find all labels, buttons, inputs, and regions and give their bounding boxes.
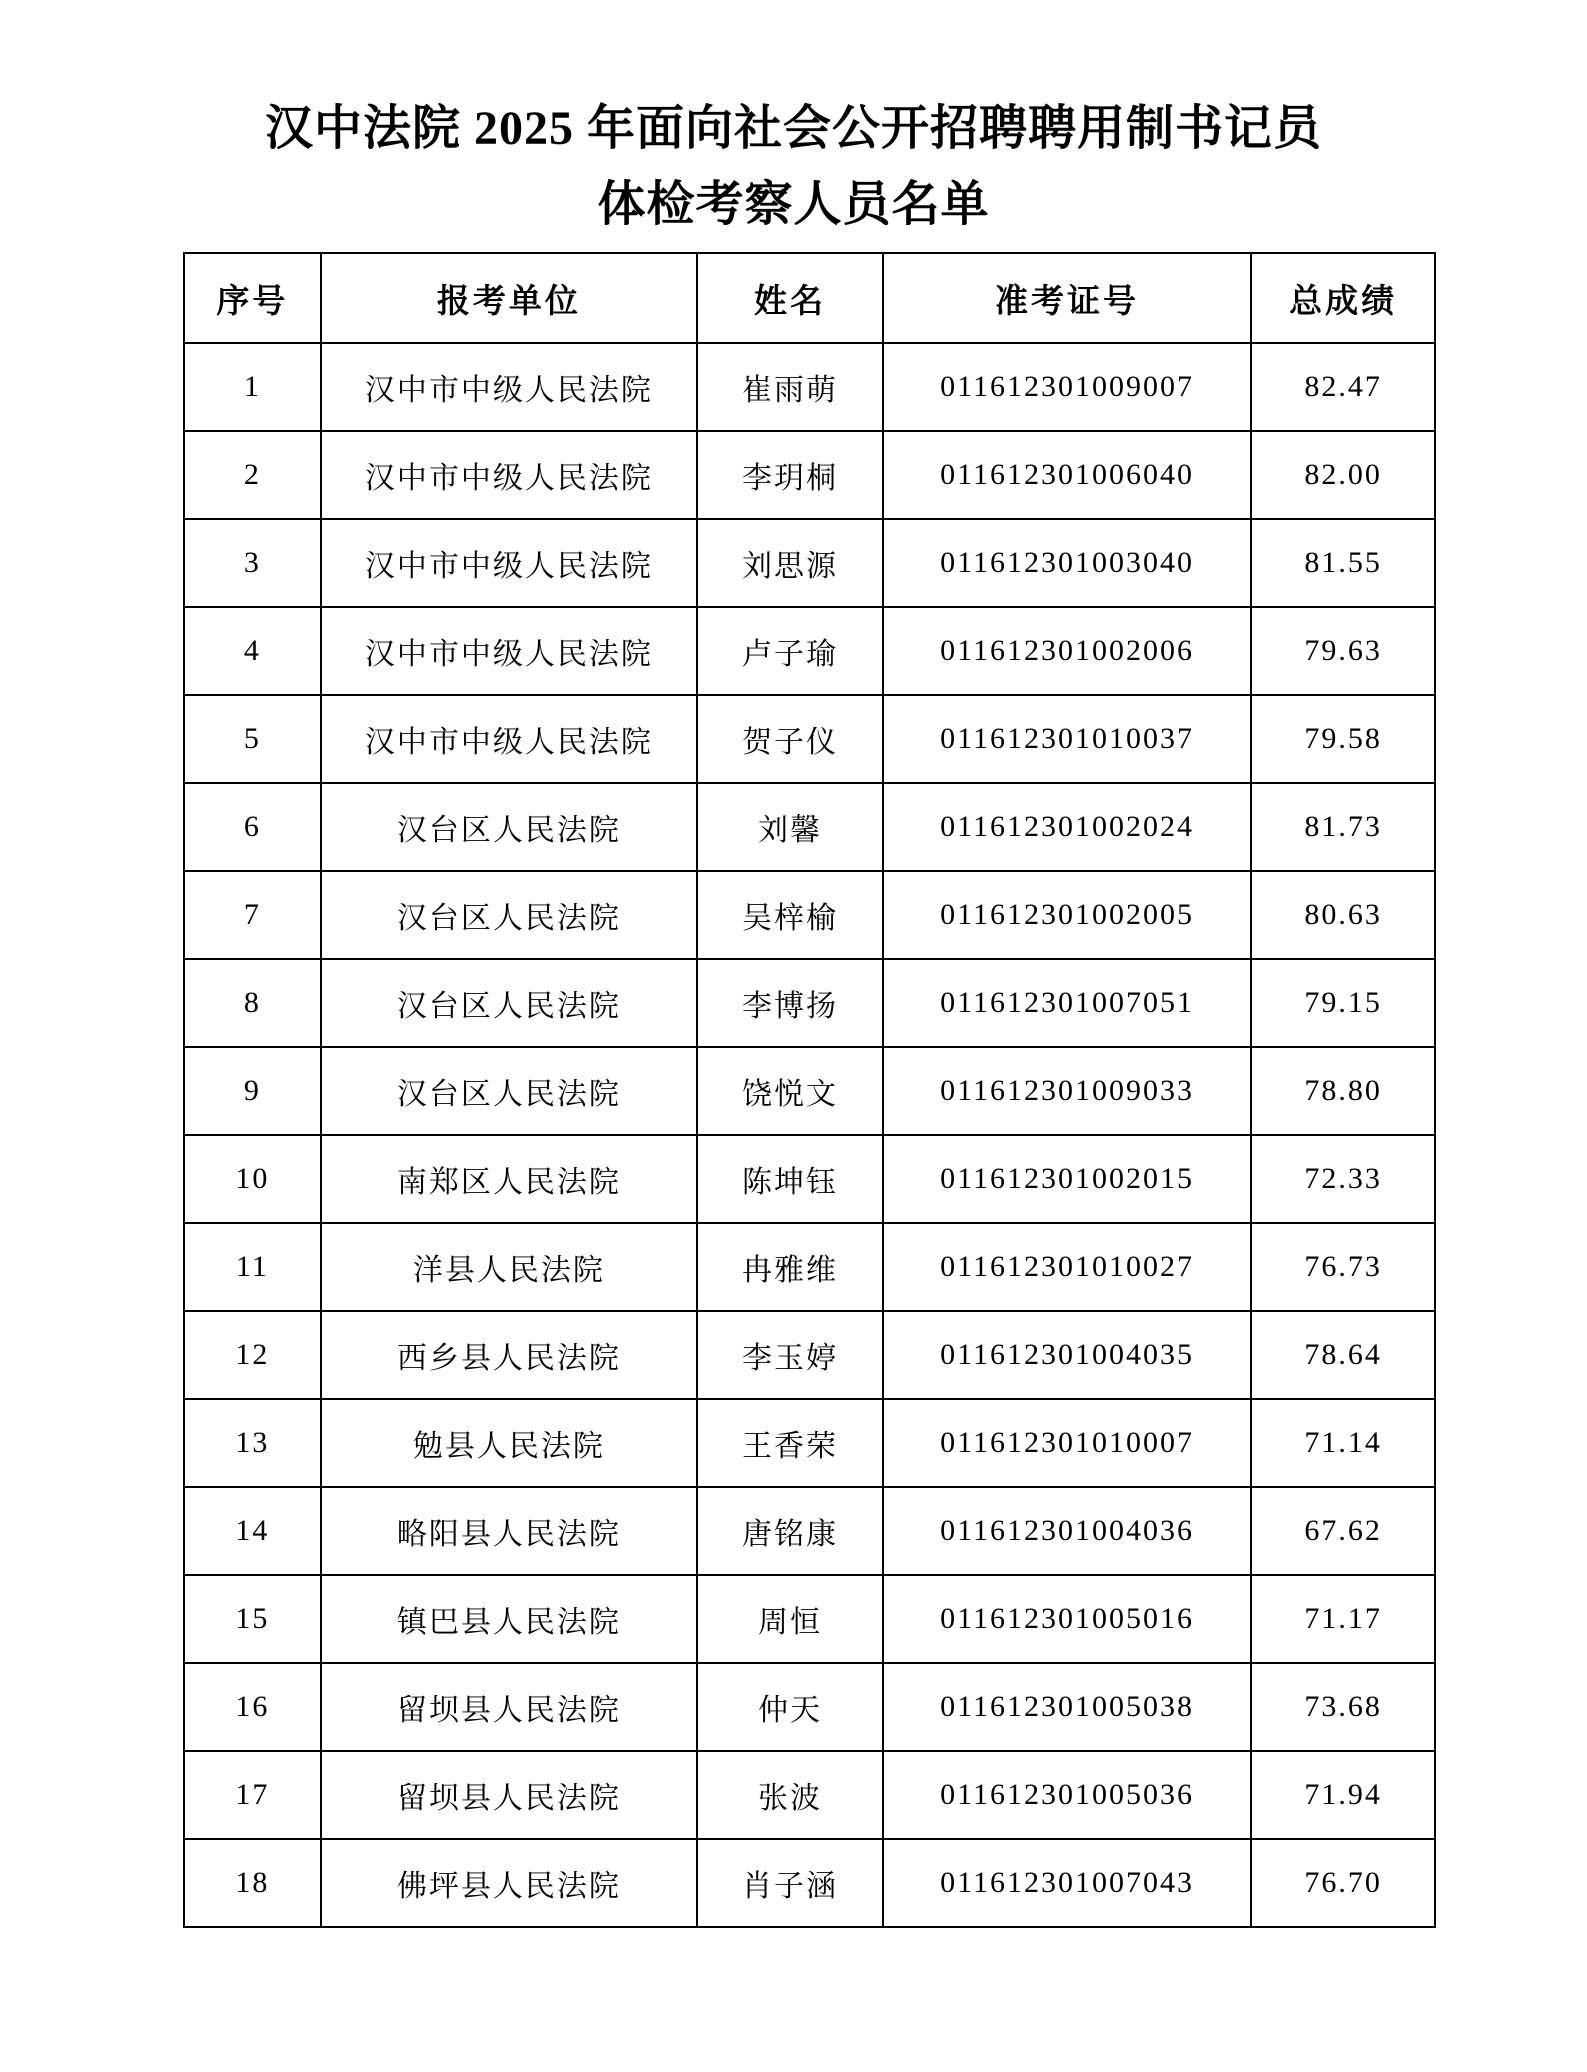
cell-name: 卢子瑜 — [697, 607, 883, 695]
cell-score: 72.33 — [1251, 1135, 1435, 1223]
cell-name: 贺子仪 — [697, 695, 883, 783]
table-row — [184, 1839, 1435, 1927]
cell-index: 16 — [184, 1663, 321, 1751]
cell-index: 3 — [184, 519, 321, 607]
cell-name: 张波 — [697, 1751, 883, 1839]
cell-unit: 留坝县人民法院 — [321, 1751, 697, 1839]
cell-ticket-number: 011612301002006 — [883, 607, 1252, 695]
cell-ticket-number: 011612301006040 — [883, 431, 1252, 519]
cell-name: 仲天 — [697, 1663, 883, 1751]
cell-name: 李玥桐 — [697, 431, 883, 519]
cell-score: 82.47 — [1251, 343, 1435, 431]
cell-index: 17 — [184, 1751, 321, 1839]
cell-ticket-number: 011612301005036 — [883, 1751, 1252, 1839]
cell-index: 10 — [184, 1135, 321, 1223]
cell-name: 唐铭康 — [697, 1487, 883, 1575]
candidate-roster-table — [183, 252, 1436, 1928]
cell-name: 陈坤钰 — [697, 1135, 883, 1223]
cell-unit: 汉中市中级人民法院 — [321, 519, 697, 607]
table-row — [184, 1751, 1435, 1839]
cell-score: 82.00 — [1251, 431, 1435, 519]
cell-index: 6 — [184, 783, 321, 871]
cell-score: 71.17 — [1251, 1575, 1435, 1663]
document-title-line1: 汉中法院 2025 年面向社会公开招聘聘用制书记员 — [264, 102, 1322, 155]
cell-unit: 佛坪县人民法院 — [321, 1839, 697, 1927]
cell-unit: 洋县人民法院 — [321, 1223, 697, 1311]
cell-score: 81.73 — [1251, 783, 1435, 871]
cell-ticket-number: 011612301005016 — [883, 1575, 1252, 1663]
table-row — [184, 343, 1435, 431]
cell-score: 79.58 — [1251, 695, 1435, 783]
cell-ticket-number: 011612301010037 — [883, 695, 1252, 783]
header-cell-unit: 报考单位 — [321, 253, 697, 343]
cell-index: 14 — [184, 1487, 321, 1575]
cell-name: 刘馨 — [697, 783, 883, 871]
cell-unit: 西乡县人民法院 — [321, 1311, 697, 1399]
table-row — [184, 1663, 1435, 1751]
cell-index: 13 — [184, 1399, 321, 1487]
cell-score: 78.64 — [1251, 1311, 1435, 1399]
cell-unit: 汉台区人民法院 — [321, 783, 697, 871]
table-row — [184, 783, 1435, 871]
cell-score: 71.94 — [1251, 1751, 1435, 1839]
cell-score: 71.14 — [1251, 1399, 1435, 1487]
cell-score: 80.63 — [1251, 871, 1435, 959]
cell-ticket-number: 011612301002005 — [883, 871, 1252, 959]
cell-ticket-number: 011612301007051 — [883, 959, 1252, 1047]
cell-ticket-number: 011612301003040 — [883, 519, 1252, 607]
cell-index: 12 — [184, 1311, 321, 1399]
cell-index: 15 — [184, 1575, 321, 1663]
cell-unit: 汉中市中级人民法院 — [321, 431, 697, 519]
cell-index: 7 — [184, 871, 321, 959]
cell-ticket-number: 011612301002024 — [883, 783, 1252, 871]
cell-unit: 略阳县人民法院 — [321, 1487, 697, 1575]
cell-index: 18 — [184, 1839, 321, 1927]
table-row — [184, 431, 1435, 519]
cell-unit: 汉中市中级人民法院 — [321, 343, 697, 431]
cell-index: 2 — [184, 431, 321, 519]
cell-score: 79.15 — [1251, 959, 1435, 1047]
cell-name: 周恒 — [697, 1575, 883, 1663]
header-cell-score: 总成绩 — [1251, 253, 1435, 343]
header-cell-index: 序号 — [184, 253, 321, 343]
cell-name: 刘思源 — [697, 519, 883, 607]
cell-index: 11 — [184, 1223, 321, 1311]
cell-ticket-number: 011612301005038 — [883, 1663, 1252, 1751]
cell-unit: 汉台区人民法院 — [321, 1047, 697, 1135]
cell-ticket-number: 011612301007043 — [883, 1839, 1252, 1927]
cell-score: 78.80 — [1251, 1047, 1435, 1135]
cell-ticket-number: 011612301010027 — [883, 1223, 1252, 1311]
cell-ticket-number: 011612301009007 — [883, 343, 1252, 431]
cell-index: 1 — [184, 343, 321, 431]
cell-ticket-number: 011612301004035 — [883, 1311, 1252, 1399]
table-row — [184, 607, 1435, 695]
table-row — [184, 959, 1435, 1047]
table-row — [184, 1223, 1435, 1311]
cell-index: 5 — [184, 695, 321, 783]
document-title-line2: 体检考察人员名单 — [597, 178, 990, 231]
cell-ticket-number: 011612301009033 — [883, 1047, 1252, 1135]
cell-ticket-number: 011612301004036 — [883, 1487, 1252, 1575]
cell-score: 73.68 — [1251, 1663, 1435, 1751]
cell-unit: 勉县人民法院 — [321, 1399, 697, 1487]
cell-ticket-number: 011612301010007 — [883, 1399, 1252, 1487]
cell-score: 76.70 — [1251, 1839, 1435, 1927]
table-row — [184, 871, 1435, 959]
table-row — [184, 1575, 1435, 1663]
cell-score: 81.55 — [1251, 519, 1435, 607]
cell-name: 饶悦文 — [697, 1047, 883, 1135]
table-row — [184, 1047, 1435, 1135]
table-row — [184, 1135, 1435, 1223]
cell-name: 吴梓榆 — [697, 871, 883, 959]
cell-score: 76.73 — [1251, 1223, 1435, 1311]
cell-name: 王香荣 — [697, 1399, 883, 1487]
cell-unit: 汉台区人民法院 — [321, 871, 697, 959]
cell-index: 4 — [184, 607, 321, 695]
cell-name: 李博扬 — [697, 959, 883, 1047]
cell-unit: 汉中市中级人民法院 — [321, 695, 697, 783]
cell-index: 9 — [184, 1047, 321, 1135]
cell-name: 崔雨萌 — [697, 343, 883, 431]
cell-score: 79.63 — [1251, 607, 1435, 695]
cell-score: 67.62 — [1251, 1487, 1435, 1575]
table-row — [184, 519, 1435, 607]
cell-unit: 汉台区人民法院 — [321, 959, 697, 1047]
cell-name: 李玉婷 — [697, 1311, 883, 1399]
table-row — [184, 1311, 1435, 1399]
cell-index: 8 — [184, 959, 321, 1047]
cell-name: 肖子涵 — [697, 1839, 883, 1927]
table-row — [184, 1487, 1435, 1575]
cell-unit: 镇巴县人民法院 — [321, 1575, 697, 1663]
cell-ticket-number: 011612301002015 — [883, 1135, 1252, 1223]
header-cell-name: 姓名 — [697, 253, 883, 343]
table-row — [184, 1399, 1435, 1487]
cell-unit: 汉中市中级人民法院 — [321, 607, 697, 695]
table-row — [184, 695, 1435, 783]
cell-name: 冉雅维 — [697, 1223, 883, 1311]
table-body — [184, 343, 1435, 1927]
header-cell-ticket: 准考证号 — [883, 253, 1252, 343]
cell-unit: 留坝县人民法院 — [321, 1663, 697, 1751]
table-header-row — [184, 253, 1435, 343]
cell-unit: 南郑区人民法院 — [321, 1135, 697, 1223]
